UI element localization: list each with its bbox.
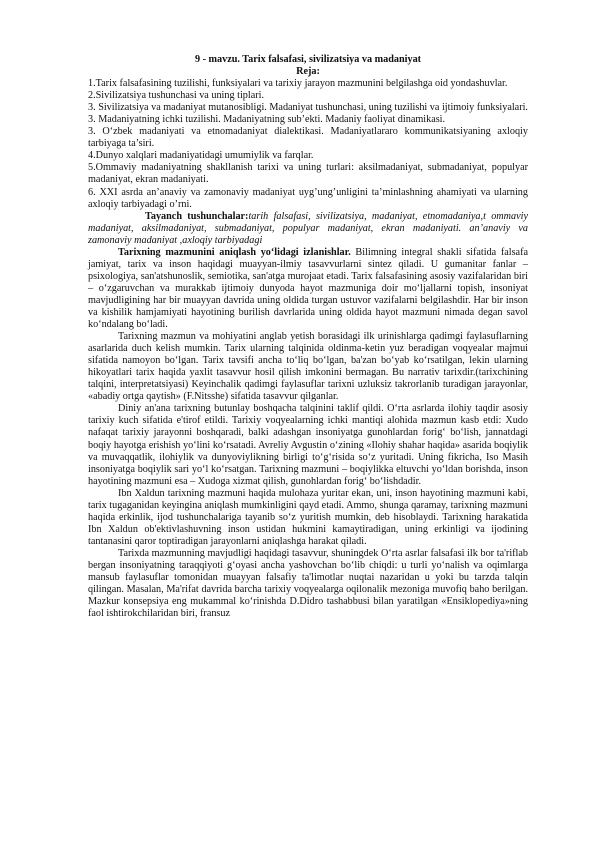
plan-list <box>88 78 528 211</box>
paragraph-text: Bilimning integral shakli sifatida falsafa jamiyat, tarix va inson haqidagi muayyan-ilmiy tasavvurlarni sintez qiladi. U gumanitar fanlar – psixologiya, san'atshunoslik, semiotika, san'atga murojaat etadi. Tarix falsafasining asosiy vazifalaridan biri – o‘zgaruvchan va murakkab ijtimoiy dunyoda hayot mazmuniga doir mo‘ljallarni topish, insoniyat mavjudligining har bir muayyan davrida uning oldida turgan ustuvor vazifalarni belgilashdir. Har bir inson va kishilik hamjamiyati hayotining burilish davrlarida uning oldida hayot mazmuni nimada degan savol ko‘ndalang bo‘ladi. <box>88 246 528 331</box>
plan-item: 3. Madaniyatning ichki tuzilishi. Madaniyatning sub’ekti. Madaniy faoliyat dinamikasi. <box>88 114 446 126</box>
body-paragraph-2: Tarixning mazmun va mohiyatini anglab yetish borasidagi ilk urinishlarga qadimgi faylasuflarning asarlarida duch kelish mumkin. Tarix ularning talqinida oldinma-ketin yuz beradigan voqyealar majmui sifatida namoyon bo‘lgan. Tarix tavsifi ancha to‘liq bo‘lgan, ba'zan bo‘yab ko‘rsatilgan, lekin ularning hikoyatlari tarix haqida yaxlit tasavvur hosil qilish imkonini bermagan. Bu narrativ tarixdir.(tarixchining talqini, interpretatsiyasi) Keyinchalik qadimgi faylasuflar tarixni uzluksiz takrorlanib turadigan jarayonlar, «abadiy ortga qaytish» (F.Nitsshe) sifatida tasavvur qilganlar. <box>88 331 528 403</box>
keywords-text: tarih falsafasi, sivilizatsiya, madaniyat, etnomadaniya,t ommaviy madaniyat, aksilmadaniyat, submadaniyat, populyar madaniyat, ekran madaniyati. an’anaviy va zamonaviy madaniyat ,axloqiy tarbiyadagi <box>88 210 528 246</box>
plan-item: 6. XXI asrda an’anaviy va zamonaviy madaniyat uyg’ung’unligini ta’minlashning ahamiyati va ularning axloqiy tarbiyadagi o’rni. <box>88 186 528 210</box>
body-paragraph-1 <box>88 247 528 331</box>
plan-item: 3. Sivilizatsiya va madaniyat mutanosibligi. Madaniyat tushunchasi, uning tuzilishi va ijtimoiy funksiyalari. <box>88 102 528 114</box>
plan-item: 3. O‘zbek madaniyati va etnomadaniyat dialektikasi. Madaniyatlararo kommunikatsiyaning axloqiy tarbiyaga ta’siri. <box>88 126 528 150</box>
plan-item: 2.Sivilizatsiya tushunchasi va uning tiplari. <box>88 90 264 102</box>
document-title: 9 - mavzu. Tarix falsafasi, sivilizatsiya va madaniyat <box>194 54 422 65</box>
plan-item: 5.Ommaviy madaniyatning shakllanish tarixi va uning turlari: aksilmadaniyat, submadaniyat, populyar madaniyat, ekran madaniyati. <box>88 162 528 186</box>
keywords-paragraph <box>88 211 528 247</box>
section-lead: Tarixning mazmunini aniqlash yo‘lidagi izlanishlar. <box>118 246 351 258</box>
plan-item: 4.Dunyo xalqlari madaniyatidagi umumiylik va farqlar. <box>88 150 314 162</box>
keywords-label: Tayanch tushunchalar: <box>145 210 249 222</box>
plan-item: 1.Tarix falsafasining tuzilishi, funksiyalari va tarixiy jarayon mazmunini belgilashga oid yondashuvlar. <box>88 78 508 90</box>
body-paragraph-5: Tarixda mazmunning mavjudligi haqidagi tasavvur, shuningdek O‘rta asrlar falsafasi ilk bor ta'riflab bergan insoniyatning taraqqiyoti g‘oyasi ancha yashovchan bo‘lib chiqdi: u turli yo‘nalish va oqimlarga mansub faylasuflar tomonidan muayyan falsafiy ta'limotlar nuqtai nazaridan u yoki bu tarzda talqin qilingan. Masalan, Ma'rifat davrida barcha tarixiy voqyealarga oqilonalik mezoniga muvofiq baho berilgan. Mazkur konsepsiya eng mukammal ko‘rinishda D.Didro tashabbusi bilan yaratilgan «Ensiklopediya»ning faol ishtirokchilaridan biri, fransuz <box>88 547 528 620</box>
document-page <box>88 54 528 620</box>
body-paragraph-3: Diniy an'ana tarixning butunlay boshqacha talqinini taklif qildi. O‘rta asrlarda ilohiy taqdir asosiy tarixiy kuch sifatida e'tirof etildi. Tarixiy voqyealarning ichki mantiqi alohida mazmun kasb etdi: Xudo nafaqat tarixiy jarayonni boshqaradi, balki adashgan insoniyatga gunohlardan forig‘ bo‘lish, jannatdagi boqiy hayotga erishish yo‘lini ko‘rsatadi. Avreliy Avgustin o‘zining «Ilohiy shahar haqida» asarida boqiylik va muvaqqatlik, ilohiylik va dunyoviylikning birligi to‘g‘risida so‘z yuritadi. Uning fikricha, Iso Masih insoniyatga boqiylik sari yo‘l ko‘rsatgan. Tarixning mazmuni – boqiylikka eltuvchi yo‘ldan borishda, inson hayotining mazmuni esa – Xudoga xizmat qilish, gunohlardan forig‘ bo‘lishdadir. <box>88 403 528 487</box>
plan-heading: Reja: <box>296 66 320 78</box>
body-paragraph-4: Ibn Xaldun tarixning mazmuni haqida mulohaza yuritar ekan, uni, inson hayotining mazmuni kabi, tarix tugaganidan keyingina aniqlash mumkinligini qayd etadi. Ammo, shunga qaramay, tarixning mazmuni haqida erkinlik, ijod tushunchalariga tayanib so‘z yuritish mumkin, deb hisoblaydi. Tarixning harakatida Ibn Xaldun ob'ektivlashuvning inson ustidan hukmini kamaytiradigan, uning erkinligi va ijodining tantanasini qaror toptiradigan jarayonlarni aniqlashga harakat qiladi. <box>88 487 528 547</box>
